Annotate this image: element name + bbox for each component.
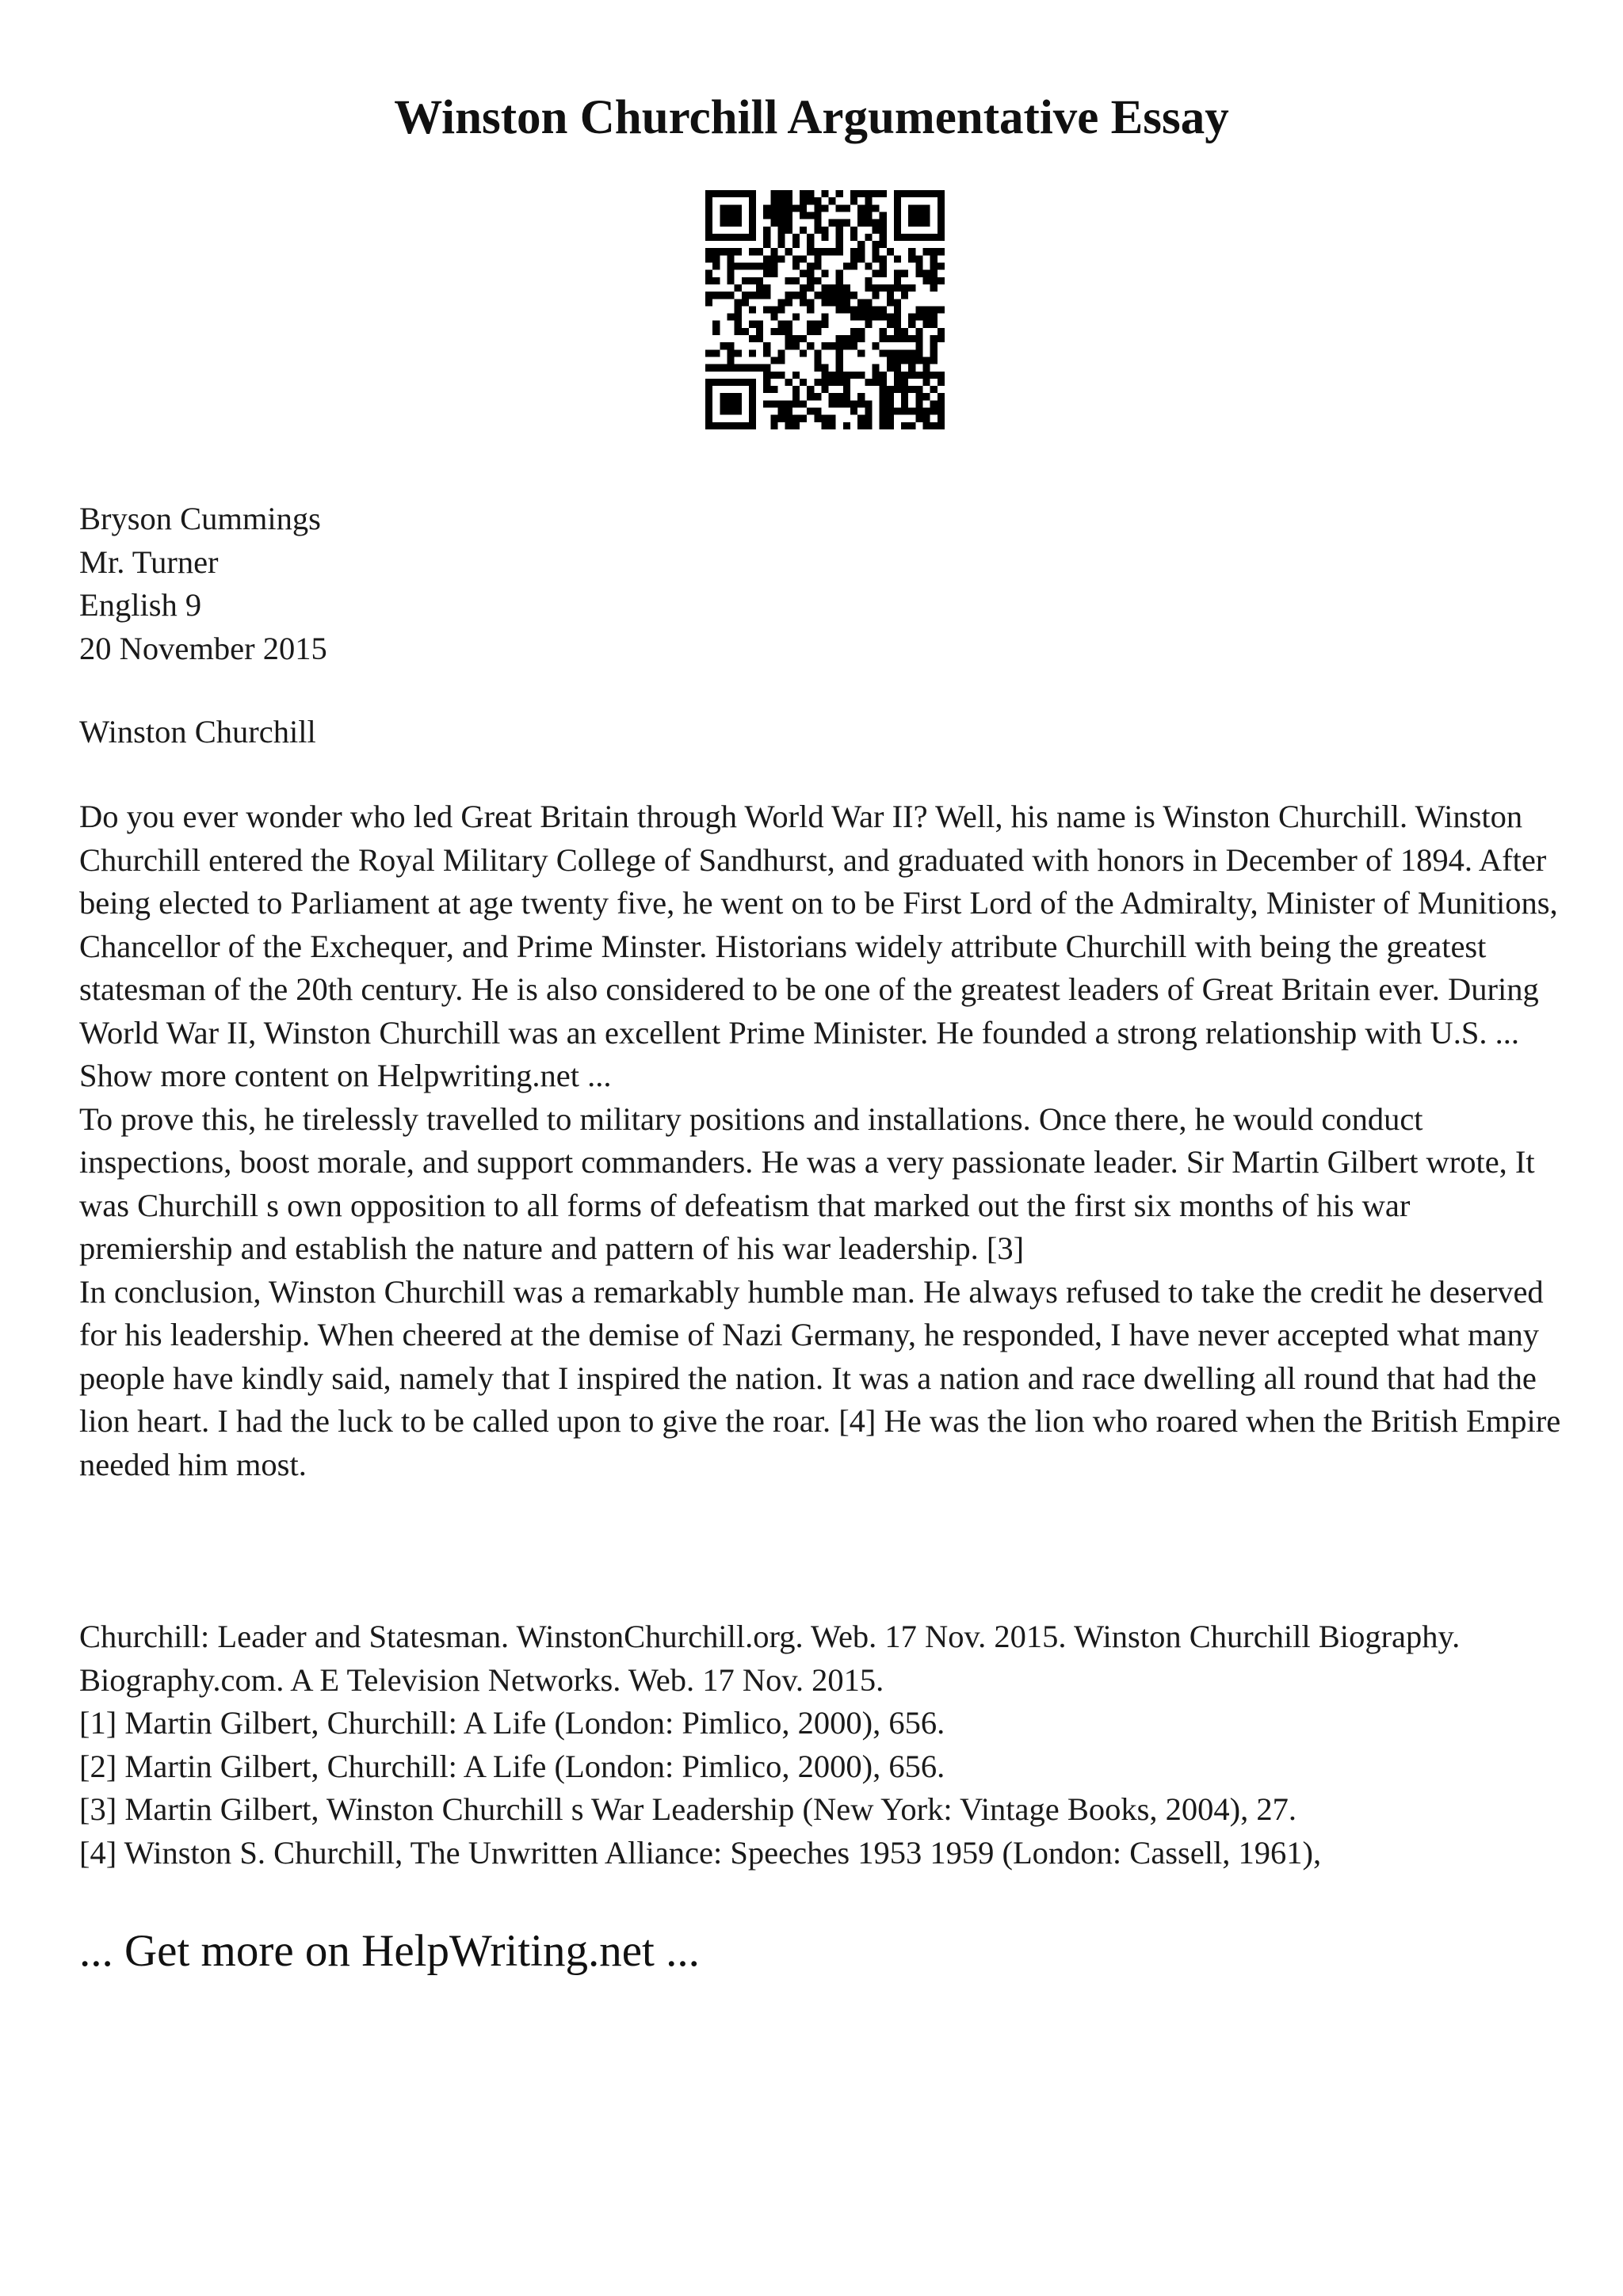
qr-code-icon[interactable] xyxy=(705,190,945,429)
essay-date: 20 November 2015 xyxy=(79,630,327,666)
reference-item: Churchill: Leader and Statesman. WinstonChurchill.org. Web. 17 Nov. 2015. Winston Churchill Biography. Biography.com. A E Television Networks. Web. 17 Nov. 2015. xyxy=(79,1619,1461,1698)
show-more-link[interactable]: Show more content on Helpwriting.net ... xyxy=(79,1058,612,1093)
reference-item: [1] Martin Gilbert, Churchill: A Life (London: Pimlico, 2000), 656. xyxy=(79,1705,945,1741)
essay-paragraph: To prove this, he tirelessly travelled to military positions and installations. Once there, he would conduct inspections, boost morale, and support commanders. He was a very passionate leader. Sir Martin Gilbert wrote, It was Churchill s own opposition to all forms of defeatism that marked out the first six months of his war premiership and establish the nature and pattern of his war leadership. [3] xyxy=(79,1100,1535,1266)
essay-paragraph: Do you ever wonder who led Great Britain through World War II? Well, his name is Winston Churchill. Winston Churchill entered the Royal Military College of Sandhurst, and graduated with honors in December of 1894. After being elected to Parliament at age twenty five, he went on to be First Lord of the Admiralty, Minister of Munitions, Chancellor of the Exchequer, and Prime Minster. Historians widely attribute Churchill with being the greatest statesman of the 20th century. He is also considered to be one of the greatest leaders of Great Britain ever. During World War II, Winston Churchill was an excellent Prime Minister. He founded a strong relationship with U.S. ... xyxy=(79,799,1558,1051)
teacher-name: Mr. Turner xyxy=(79,543,219,580)
reference-item: [2] Martin Gilbert, Churchill: A Life (London: Pimlico, 2000), 656. xyxy=(79,1748,945,1784)
essay-body xyxy=(79,795,1569,1486)
get-more-link[interactable]: ... Get more on HelpWriting.net ... xyxy=(79,1926,700,1976)
reference-item: [4] Winston S. Churchill, The Unwritten Alliance: Speeches 1953 1959 (London: Cassell, 1961), xyxy=(79,1834,1322,1871)
references-list xyxy=(79,1615,1569,1875)
reference-item: [3] Martin Gilbert, Winston Churchill s War Leadership (New York: Vintage Books, 2004), 27. xyxy=(79,1791,1296,1827)
course-name: English 9 xyxy=(79,587,202,623)
essay-header xyxy=(79,498,1569,670)
author-name: Bryson Cummings xyxy=(79,501,321,536)
essay-paragraph: In conclusion, Winston Churchill was a remarkably humble man. He always refused to take the credit he deserved for his leadership. When cheered at the demise of Nazi Germany, he responded, I have never accepted what many people have kindly said, namely that I inspired the nation. It was a nation and race dwelling all round that had the lion heart. I had the luck to be called upon to give the roar. [4] He was the lion who roared when the British Empire needed him most. xyxy=(79,1273,1561,1482)
essay-title: Winston Churchill xyxy=(79,714,316,749)
document-title: Winston Churchill Argumentative Essay xyxy=(394,91,1229,144)
